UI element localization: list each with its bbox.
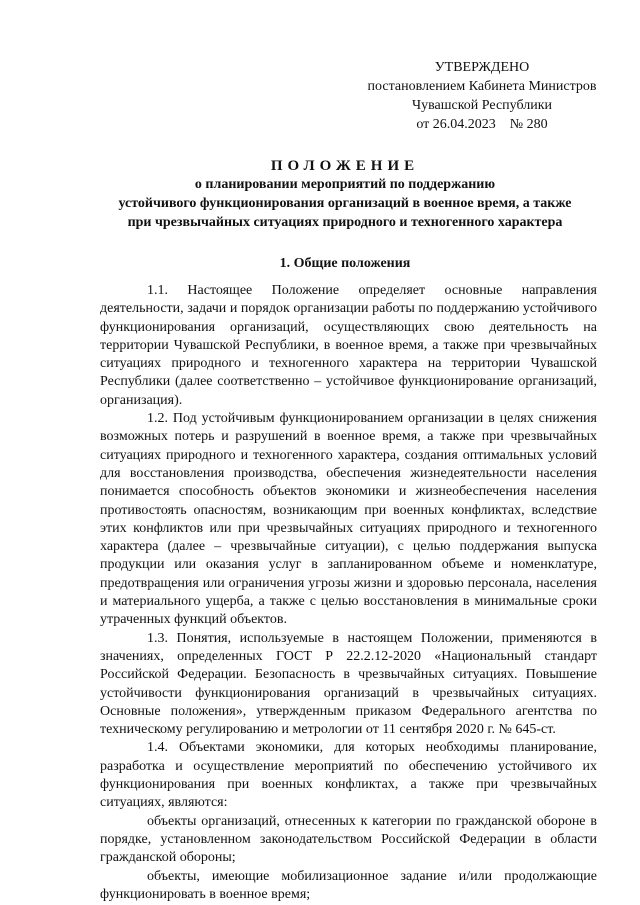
title-block [95, 157, 595, 232]
paragraph-1-4: 1.4. Объектами экономики, для которых необходимы планирование, разработка и осуществление мероприятий по обеспечению устойчивого их функционирования при военных конфликтах, а также при чрезвычайных ситуациях, являются: [100, 740, 597, 811]
paragraph-1-2: 1.2. Под устойчивым функционированием организации в целях снижения возможных потерь и разрушений в военное время, а также при чрезвычайных ситуациях природного и техногенного характера, создания оптимальных условий для восстановления производства, обеспечения жизнедеятельности населения понимается способность объектов экономики и жизнеобеспечения населения противостоять опасностям, возникающим при военных конфликтах, вследствие этих конфликтов или при чрезвычайных ситуациях природного и техногенного характера (далее – чрезвычайные ситуации), с целью поддержания выпуска продукции или оказания услуг в запланированном объеме и номенклатуре, предотвращения или ограничения угрозы жизни и здоровью персонала, населения и материального ущерба, а также с целью восстановления в минимальные сроки утраченных функций объектов. [100, 411, 597, 628]
list-item: объекты организаций, отнесенных к категории по гражданской обороне в порядке, установленном законодательством Российской Федерации в области гражданской обороны; [100, 813, 597, 866]
paragraph-1-3: 1.3. Понятия, используемые в настоящем Положении, применяются в значениях, определенных ГОСТ Р 22.2.12-2020 «Национальный стандарт Российской Федерации. Безопасность в чрезвычайных ситуациях. Повышение устойчивости функционирования организаций в чрезвычайных ситуациях. Основные положения», утвержденным приказом Федерального агентства по техническому регулированию и метрологии от 11 сентября 2020 г. № 645-ст. [100, 630, 597, 738]
paragraph-1-1: 1.1. Настоящее Положение определяет основные направления деятельности, задачи и порядок организации работы по поддержанию устойчивого функционирования организаций, осуществляющих свою деятельность на территории Чувашской Республики, в военное время, а также при чрезвычайных ситуациях природного и техногенного характера на территории Чувашской Республики (далее соответственно – устойчивое функционирование организаций, организация). [100, 283, 597, 408]
approval-region: Чувашской Республики [411, 98, 553, 113]
approval-date-number: от 26.04.2023 № 280 [416, 117, 548, 132]
subtitle-line: при чрезвычайных ситуациях природного и техногенного характера [127, 215, 563, 230]
section-heading: 1. Общие положения [279, 256, 411, 271]
approval-issuer: постановлением Кабинета Министров [367, 79, 597, 94]
approval-stamp [362, 58, 602, 134]
list-item: объекты, имеющие мобилизационное задание и/или продолжающие функционировать в военное время; [100, 868, 597, 902]
document-body [100, 282, 597, 904]
document-title: ПОЛОЖЕНИЕ [270, 158, 420, 174]
subtitle-line: устойчивого функционирования организаций в военное время, а также [118, 196, 572, 211]
subtitle-line: о планировании мероприятий по поддержанию [194, 177, 496, 192]
document-subtitle [95, 175, 595, 232]
approval-heading: УТВЕРЖДЕНО [434, 60, 530, 75]
